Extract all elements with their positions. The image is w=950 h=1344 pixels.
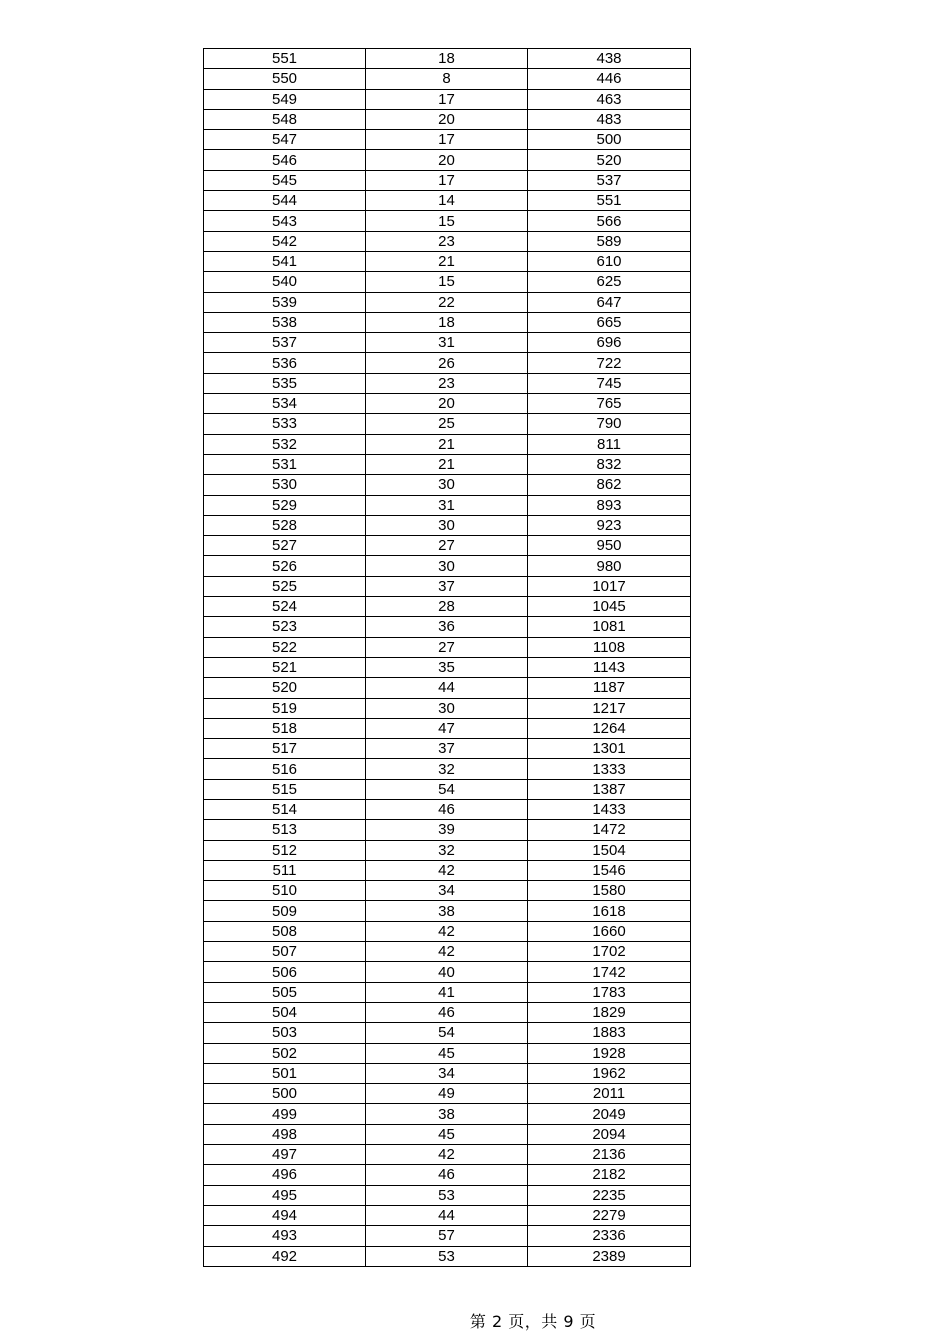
count-cell: 18 bbox=[366, 49, 528, 69]
count-cell: 42 bbox=[366, 921, 528, 941]
score-cell: 500 bbox=[204, 1084, 366, 1104]
score-cell: 504 bbox=[204, 1002, 366, 1022]
table-row bbox=[204, 617, 691, 637]
count-cell: 14 bbox=[366, 191, 528, 211]
score-cell: 541 bbox=[204, 251, 366, 271]
cumulative-cell: 1472 bbox=[528, 820, 691, 840]
cumulative-cell: 2094 bbox=[528, 1124, 691, 1144]
cumulative-cell: 610 bbox=[528, 251, 691, 271]
table-row bbox=[204, 860, 691, 880]
cumulative-cell: 2049 bbox=[528, 1104, 691, 1124]
score-cell: 547 bbox=[204, 130, 366, 150]
cumulative-cell: 1108 bbox=[528, 637, 691, 657]
cumulative-cell: 1883 bbox=[528, 1023, 691, 1043]
cumulative-cell: 980 bbox=[528, 556, 691, 576]
count-cell: 57 bbox=[366, 1226, 528, 1246]
cumulative-cell: 483 bbox=[528, 109, 691, 129]
score-cell: 524 bbox=[204, 597, 366, 617]
score-cell: 537 bbox=[204, 333, 366, 353]
table-row bbox=[204, 191, 691, 211]
count-cell: 23 bbox=[366, 231, 528, 251]
table-row bbox=[204, 454, 691, 474]
cumulative-cell: 500 bbox=[528, 130, 691, 150]
count-cell: 34 bbox=[366, 881, 528, 901]
score-cell: 503 bbox=[204, 1023, 366, 1043]
score-cell: 551 bbox=[204, 49, 366, 69]
cumulative-cell: 1264 bbox=[528, 718, 691, 738]
count-cell: 22 bbox=[366, 292, 528, 312]
count-cell: 17 bbox=[366, 170, 528, 190]
count-cell: 17 bbox=[366, 130, 528, 150]
score-cell: 540 bbox=[204, 272, 366, 292]
count-cell: 20 bbox=[366, 150, 528, 170]
count-cell: 35 bbox=[366, 657, 528, 677]
score-cell: 509 bbox=[204, 901, 366, 921]
count-cell: 54 bbox=[366, 1023, 528, 1043]
table-row bbox=[204, 333, 691, 353]
table-row bbox=[204, 515, 691, 535]
score-cell: 549 bbox=[204, 89, 366, 109]
score-cell: 510 bbox=[204, 881, 366, 901]
cumulative-cell: 832 bbox=[528, 454, 691, 474]
table-row bbox=[204, 495, 691, 515]
table-row bbox=[204, 231, 691, 251]
cumulative-cell: 1962 bbox=[528, 1063, 691, 1083]
cumulative-cell: 1546 bbox=[528, 860, 691, 880]
score-cell: 536 bbox=[204, 353, 366, 373]
table-row bbox=[204, 1104, 691, 1124]
score-cell: 533 bbox=[204, 414, 366, 434]
page-footer: 第 2 页，共 9 页 bbox=[469, 1312, 597, 1331]
count-cell: 38 bbox=[366, 1104, 528, 1124]
score-cell: 523 bbox=[204, 617, 366, 637]
score-cell: 506 bbox=[204, 962, 366, 982]
score-cell: 514 bbox=[204, 799, 366, 819]
table-row bbox=[204, 89, 691, 109]
table-row bbox=[204, 942, 691, 962]
table-row bbox=[204, 1084, 691, 1104]
count-cell: 32 bbox=[366, 840, 528, 860]
count-cell: 40 bbox=[366, 962, 528, 982]
score-cell: 542 bbox=[204, 231, 366, 251]
count-cell: 18 bbox=[366, 312, 528, 332]
cumulative-cell: 2389 bbox=[528, 1246, 691, 1266]
score-cell: 529 bbox=[204, 495, 366, 515]
count-cell: 32 bbox=[366, 759, 528, 779]
cumulative-cell: 2011 bbox=[528, 1084, 691, 1104]
table-row bbox=[204, 475, 691, 495]
table-row bbox=[204, 150, 691, 170]
cumulative-cell: 1504 bbox=[528, 840, 691, 860]
cumulative-cell: 1387 bbox=[528, 779, 691, 799]
count-cell: 30 bbox=[366, 515, 528, 535]
table-row bbox=[204, 576, 691, 596]
table-row bbox=[204, 373, 691, 393]
cumulative-cell: 1187 bbox=[528, 678, 691, 698]
count-cell: 44 bbox=[366, 678, 528, 698]
table-row bbox=[204, 799, 691, 819]
count-cell: 21 bbox=[366, 434, 528, 454]
table-row bbox=[204, 678, 691, 698]
table-row bbox=[204, 820, 691, 840]
cumulative-cell: 696 bbox=[528, 333, 691, 353]
score-cell: 512 bbox=[204, 840, 366, 860]
cumulative-cell: 625 bbox=[528, 272, 691, 292]
count-cell: 46 bbox=[366, 1165, 528, 1185]
cumulative-cell: 790 bbox=[528, 414, 691, 434]
table-row bbox=[204, 556, 691, 576]
score-cell: 495 bbox=[204, 1185, 366, 1205]
cumulative-cell: 647 bbox=[528, 292, 691, 312]
table-row bbox=[204, 1205, 691, 1225]
cumulative-cell: 1433 bbox=[528, 799, 691, 819]
cumulative-cell: 1783 bbox=[528, 982, 691, 1002]
score-cell: 528 bbox=[204, 515, 366, 535]
score-cell: 550 bbox=[204, 69, 366, 89]
cumulative-cell: 1017 bbox=[528, 576, 691, 596]
table-row bbox=[204, 536, 691, 556]
score-cell: 513 bbox=[204, 820, 366, 840]
cumulative-cell: 1333 bbox=[528, 759, 691, 779]
table-row bbox=[204, 597, 691, 617]
count-cell: 28 bbox=[366, 597, 528, 617]
count-cell: 44 bbox=[366, 1205, 528, 1225]
cumulative-cell: 862 bbox=[528, 475, 691, 495]
score-cell: 497 bbox=[204, 1145, 366, 1165]
count-cell: 27 bbox=[366, 536, 528, 556]
table-row bbox=[204, 1063, 691, 1083]
cumulative-cell: 1928 bbox=[528, 1043, 691, 1063]
table-row bbox=[204, 779, 691, 799]
score-table-body bbox=[204, 49, 691, 1267]
table-row bbox=[204, 1002, 691, 1022]
score-cell: 502 bbox=[204, 1043, 366, 1063]
table-row bbox=[204, 739, 691, 759]
cumulative-cell: 2235 bbox=[528, 1185, 691, 1205]
cumulative-cell: 1829 bbox=[528, 1002, 691, 1022]
cumulative-cell: 1045 bbox=[528, 597, 691, 617]
cumulative-cell: 566 bbox=[528, 211, 691, 231]
cumulative-cell: 2336 bbox=[528, 1226, 691, 1246]
count-cell: 21 bbox=[366, 454, 528, 474]
score-cell: 507 bbox=[204, 942, 366, 962]
count-cell: 15 bbox=[366, 211, 528, 231]
table-row bbox=[204, 414, 691, 434]
score-cell: 522 bbox=[204, 637, 366, 657]
count-cell: 42 bbox=[366, 1145, 528, 1165]
table-row bbox=[204, 69, 691, 89]
cumulative-cell: 1742 bbox=[528, 962, 691, 982]
count-cell: 41 bbox=[366, 982, 528, 1002]
score-cell: 526 bbox=[204, 556, 366, 576]
table-row bbox=[204, 211, 691, 231]
cumulative-cell: 745 bbox=[528, 373, 691, 393]
cumulative-cell: 1081 bbox=[528, 617, 691, 637]
table-row bbox=[204, 434, 691, 454]
cumulative-cell: 589 bbox=[528, 231, 691, 251]
count-cell: 15 bbox=[366, 272, 528, 292]
score-cell: 511 bbox=[204, 860, 366, 880]
table-row bbox=[204, 982, 691, 1002]
score-cell: 515 bbox=[204, 779, 366, 799]
cumulative-cell: 1660 bbox=[528, 921, 691, 941]
score-cell: 518 bbox=[204, 718, 366, 738]
table-row bbox=[204, 881, 691, 901]
table-row bbox=[204, 1023, 691, 1043]
table-row bbox=[204, 1185, 691, 1205]
count-cell: 45 bbox=[366, 1124, 528, 1144]
score-cell: 546 bbox=[204, 150, 366, 170]
score-cell: 531 bbox=[204, 454, 366, 474]
score-cell: 492 bbox=[204, 1246, 366, 1266]
count-cell: 38 bbox=[366, 901, 528, 921]
table-row bbox=[204, 251, 691, 271]
score-cell: 525 bbox=[204, 576, 366, 596]
score-cell: 519 bbox=[204, 698, 366, 718]
count-cell: 49 bbox=[366, 1084, 528, 1104]
score-cell: 527 bbox=[204, 536, 366, 556]
score-cell: 499 bbox=[204, 1104, 366, 1124]
table-row bbox=[204, 698, 691, 718]
score-cell: 501 bbox=[204, 1063, 366, 1083]
count-cell: 39 bbox=[366, 820, 528, 840]
cumulative-cell: 811 bbox=[528, 434, 691, 454]
score-cell: 543 bbox=[204, 211, 366, 231]
table-row bbox=[204, 637, 691, 657]
table-row bbox=[204, 1124, 691, 1144]
count-cell: 37 bbox=[366, 576, 528, 596]
count-cell: 8 bbox=[366, 69, 528, 89]
cumulative-cell: 446 bbox=[528, 69, 691, 89]
table-row bbox=[204, 759, 691, 779]
table-row bbox=[204, 130, 691, 150]
cumulative-cell: 2182 bbox=[528, 1165, 691, 1185]
cumulative-cell: 1618 bbox=[528, 901, 691, 921]
cumulative-cell: 1217 bbox=[528, 698, 691, 718]
table-row bbox=[204, 170, 691, 190]
cumulative-cell: 438 bbox=[528, 49, 691, 69]
cumulative-cell: 463 bbox=[528, 89, 691, 109]
table-row bbox=[204, 1246, 691, 1266]
count-cell: 30 bbox=[366, 556, 528, 576]
score-cell: 516 bbox=[204, 759, 366, 779]
table-row bbox=[204, 1165, 691, 1185]
count-cell: 25 bbox=[366, 414, 528, 434]
score-cell: 534 bbox=[204, 394, 366, 414]
table-row bbox=[204, 49, 691, 69]
table-row bbox=[204, 840, 691, 860]
score-cell: 532 bbox=[204, 434, 366, 454]
count-cell: 31 bbox=[366, 333, 528, 353]
score-cell: 517 bbox=[204, 739, 366, 759]
table-row bbox=[204, 1145, 691, 1165]
cumulative-cell: 2279 bbox=[528, 1205, 691, 1225]
cumulative-cell: 765 bbox=[528, 394, 691, 414]
score-cell: 535 bbox=[204, 373, 366, 393]
cumulative-cell: 722 bbox=[528, 353, 691, 373]
count-cell: 46 bbox=[366, 799, 528, 819]
count-cell: 54 bbox=[366, 779, 528, 799]
table-row bbox=[204, 1043, 691, 1063]
count-cell: 53 bbox=[366, 1185, 528, 1205]
cumulative-cell: 893 bbox=[528, 495, 691, 515]
count-cell: 20 bbox=[366, 109, 528, 129]
score-cell: 538 bbox=[204, 312, 366, 332]
table-row bbox=[204, 292, 691, 312]
cumulative-cell: 1702 bbox=[528, 942, 691, 962]
count-cell: 31 bbox=[366, 495, 528, 515]
cumulative-cell: 1143 bbox=[528, 657, 691, 677]
count-cell: 20 bbox=[366, 394, 528, 414]
count-cell: 26 bbox=[366, 353, 528, 373]
cumulative-cell: 950 bbox=[528, 536, 691, 556]
score-cell: 520 bbox=[204, 678, 366, 698]
cumulative-cell: 520 bbox=[528, 150, 691, 170]
table-row bbox=[204, 962, 691, 982]
score-cell: 494 bbox=[204, 1205, 366, 1225]
count-cell: 42 bbox=[366, 942, 528, 962]
score-table bbox=[203, 48, 691, 1267]
score-cell: 505 bbox=[204, 982, 366, 1002]
count-cell: 36 bbox=[366, 617, 528, 637]
score-cell: 545 bbox=[204, 170, 366, 190]
count-cell: 47 bbox=[366, 718, 528, 738]
table-row bbox=[204, 1226, 691, 1246]
table-row bbox=[204, 718, 691, 738]
cumulative-cell: 1301 bbox=[528, 739, 691, 759]
table-row bbox=[204, 272, 691, 292]
cumulative-cell: 2136 bbox=[528, 1145, 691, 1165]
cumulative-cell: 665 bbox=[528, 312, 691, 332]
count-cell: 27 bbox=[366, 637, 528, 657]
table-row bbox=[204, 109, 691, 129]
cumulative-cell: 1580 bbox=[528, 881, 691, 901]
count-cell: 30 bbox=[366, 475, 528, 495]
count-cell: 30 bbox=[366, 698, 528, 718]
table-row bbox=[204, 657, 691, 677]
table-row bbox=[204, 353, 691, 373]
table-row bbox=[204, 394, 691, 414]
count-cell: 34 bbox=[366, 1063, 528, 1083]
score-cell: 544 bbox=[204, 191, 366, 211]
table-row bbox=[204, 312, 691, 332]
table-row bbox=[204, 901, 691, 921]
count-cell: 37 bbox=[366, 739, 528, 759]
count-cell: 42 bbox=[366, 860, 528, 880]
cumulative-cell: 923 bbox=[528, 515, 691, 535]
score-cell: 498 bbox=[204, 1124, 366, 1144]
score-cell: 493 bbox=[204, 1226, 366, 1246]
count-cell: 17 bbox=[366, 89, 528, 109]
score-cell: 530 bbox=[204, 475, 366, 495]
score-cell: 539 bbox=[204, 292, 366, 312]
table-row bbox=[204, 921, 691, 941]
score-cell: 521 bbox=[204, 657, 366, 677]
count-cell: 45 bbox=[366, 1043, 528, 1063]
score-cell: 548 bbox=[204, 109, 366, 129]
count-cell: 23 bbox=[366, 373, 528, 393]
cumulative-cell: 537 bbox=[528, 170, 691, 190]
count-cell: 53 bbox=[366, 1246, 528, 1266]
score-cell: 496 bbox=[204, 1165, 366, 1185]
count-cell: 46 bbox=[366, 1002, 528, 1022]
score-cell: 508 bbox=[204, 921, 366, 941]
count-cell: 21 bbox=[366, 251, 528, 271]
cumulative-cell: 551 bbox=[528, 191, 691, 211]
